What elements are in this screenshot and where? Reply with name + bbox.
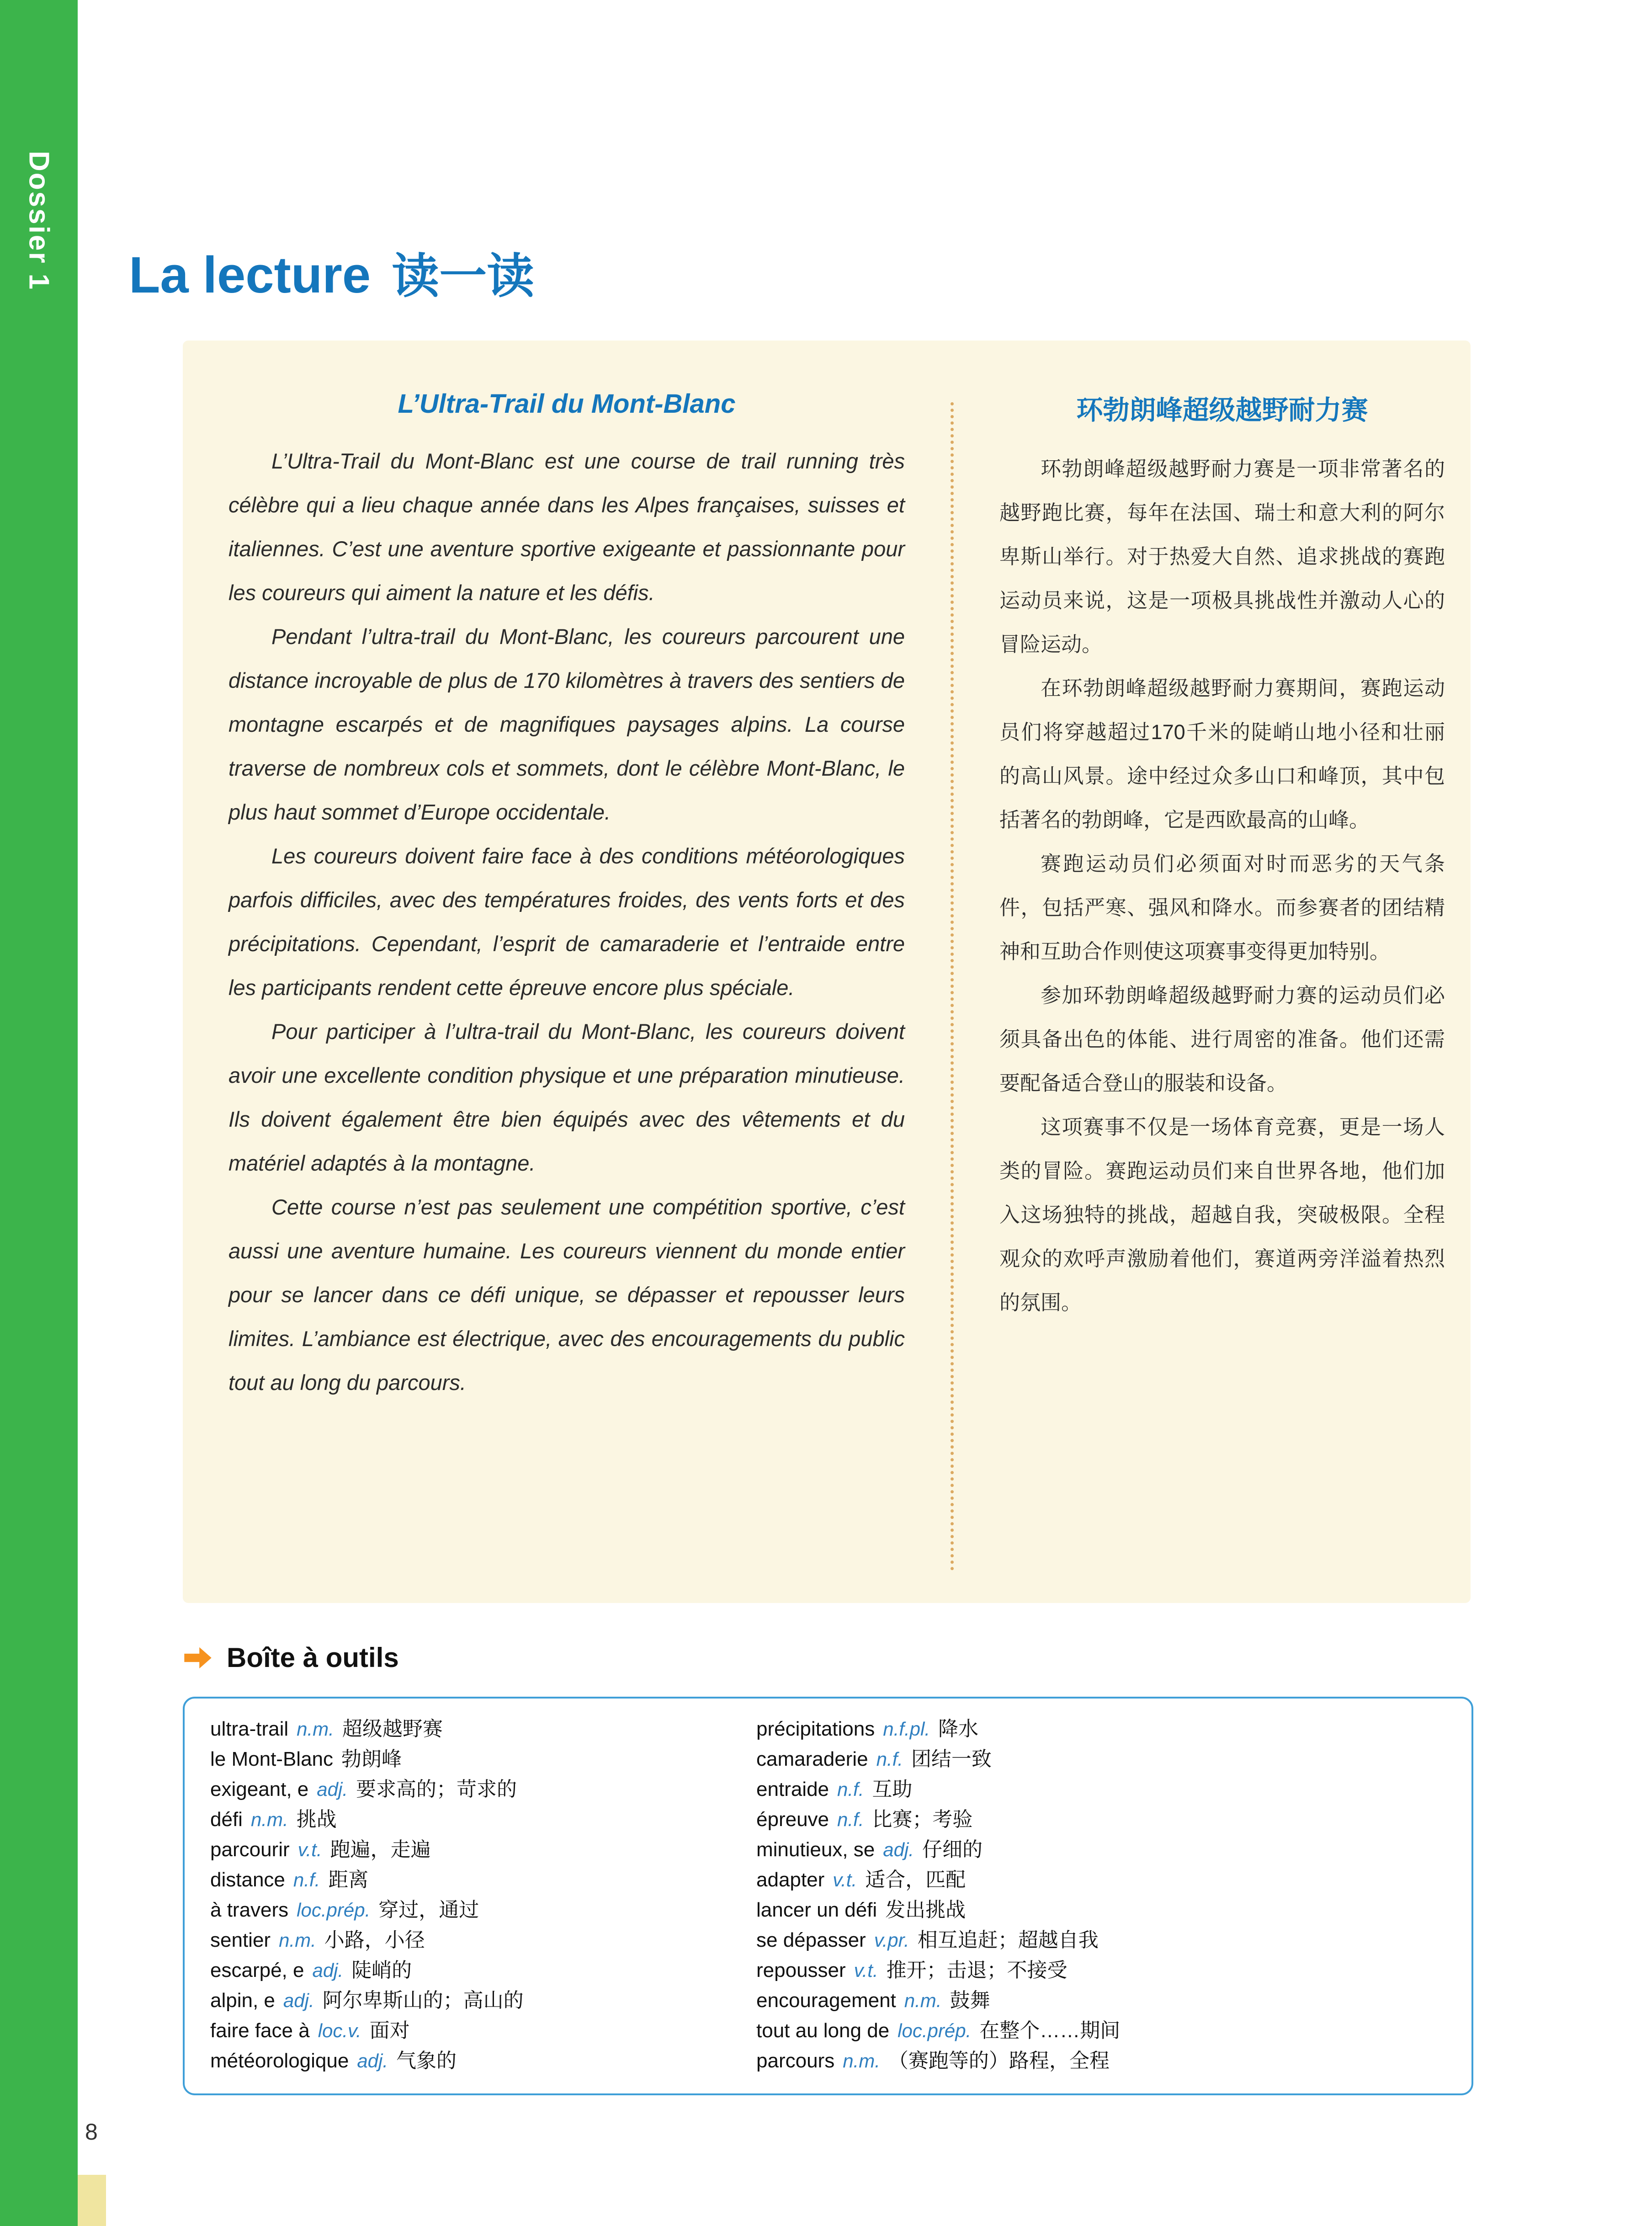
vocab-term: se dépasser <box>756 1929 866 1951</box>
vocab-entry <box>210 1774 756 1805</box>
chinese-column <box>999 389 1445 1603</box>
column-divider <box>951 402 954 1571</box>
vocab-term: encouragement <box>756 1989 896 2012</box>
vocab-term: entraide <box>756 1778 829 1800</box>
french-paragraph: Les coureurs doivent faire face à des conditions météorologiques parfois difficiles, avec des températures froides, des vents forts et des précipitations. Cependant, l’esprit de camaraderie et l’entraide entre les participants rendent cette épreuve encore plus spéciale. <box>228 844 905 1000</box>
vocab-definition: 仔细的 <box>922 1838 983 1861</box>
chinese-paragraph: 参加环勃朗峰超级越野耐力赛的运动员们必须具备出色的体能、进行周密的准备。他们还需要配备适合登山的服装和设备。 <box>999 984 1445 1095</box>
section-title-chinese: 读一读 <box>392 250 535 303</box>
vocab-entry <box>210 1805 756 1835</box>
vocab-entry <box>756 1986 1453 2016</box>
chinese-paragraph: 赛跑运动员们必须面对时而恶劣的天气条件，包括严寒、强风和降水。而参赛者的团结精神和互助合作则使这项赛事变得更加特别。 <box>999 852 1445 963</box>
vocab-pos: n.m. <box>297 1718 334 1740</box>
vocab-term: parcourir <box>210 1838 290 1861</box>
vocab-definition: 跑遍，走遍 <box>330 1838 431 1861</box>
vocab-term: le Mont-Blanc <box>210 1748 334 1770</box>
vocab-entry <box>756 1774 1453 1805</box>
vocab-pos: loc.prép. <box>297 1899 371 1921</box>
vocab-term: tout au long de <box>756 2019 890 2042</box>
vocab-entry <box>756 1744 1453 1774</box>
vocab-entry <box>210 1865 756 1895</box>
vocab-column-right <box>756 1714 1453 2078</box>
vocab-term: épreuve <box>756 1808 829 1831</box>
vocab-pos: adj. <box>883 1839 914 1860</box>
vocab-pos: n.f. <box>876 1748 903 1770</box>
arrow-right-icon <box>183 1646 213 1670</box>
vocab-pos: n.f.pl. <box>883 1718 930 1740</box>
vocab-definition: 比赛；考验 <box>872 1808 973 1831</box>
vocab-term: sentier <box>210 1929 271 1951</box>
vocab-definition: 互助 <box>872 1778 913 1800</box>
page-header <box>129 238 534 306</box>
vocab-term: défi <box>210 1808 243 1831</box>
vocab-definition: 超级越野赛 <box>342 1718 443 1740</box>
vocab-entry <box>210 2016 756 2046</box>
vocab-definition: 相互追赶；超越自我 <box>917 1929 1099 1951</box>
vocab-entry <box>210 1925 756 1955</box>
vocab-entry <box>756 1955 1453 1986</box>
vocab-definition: 陡峭的 <box>351 1959 412 1981</box>
chinese-paragraph: 在环勃朗峰超级越野耐力赛期间，赛跑运动员们将穿越超过170千米的陡峭山地小径和壮丽的高山风景。途中经过众多山口和峰顶，其中包括著名的勃朗峰，它是西欧最高的山峰。 <box>999 676 1445 831</box>
vocab-pos: loc.v. <box>318 2020 361 2041</box>
vocab-term: à travers <box>210 1899 289 1921</box>
vocab-entry <box>756 1865 1453 1895</box>
vocab-definition: 面对 <box>369 2019 410 2042</box>
french-reading-title: L’Ultra-Trail du Mont-Blanc <box>398 389 736 419</box>
french-paragraph: Pendant l’ultra-trail du Mont-Blanc, les coureurs parcourent une distance incroyable de plus de 170 kilomètres à travers des sentiers de montagne escarpés et de magnifiques paysages alpins. La course traverse de nombreux cols et sommets, dont le célèbre Mont-Blanc, le plus haut sommet d’Europe occidentale. <box>228 624 905 824</box>
vocab-term: parcours <box>756 2050 835 2072</box>
vocab-definition: 推开；击退；不接受 <box>886 1959 1068 1981</box>
vocab-entry <box>756 1805 1453 1835</box>
vocab-definition: 阿尔卑斯山的；高山的 <box>322 1989 524 2012</box>
vocab-pos: adj. <box>283 1990 314 2011</box>
vocab-term: précipitations <box>756 1718 875 1740</box>
vocab-definition: 在整个……期间 <box>979 2019 1121 2042</box>
vocab-term: météorologique <box>210 2050 349 2072</box>
vocab-term: adapter <box>756 1869 825 1891</box>
vocab-term: escarpé, e <box>210 1959 304 1981</box>
vocab-term: distance <box>210 1869 285 1891</box>
vocab-pos: n.m. <box>904 1990 942 2011</box>
vocab-entry <box>210 1835 756 1865</box>
vocabulary-box <box>183 1697 1473 2095</box>
vocab-definition: 适合，匹配 <box>865 1869 966 1891</box>
vocab-pos: n.f. <box>837 1779 864 1800</box>
vocab-definition: 勃朗峰 <box>341 1748 402 1770</box>
vocab-pos: adj. <box>312 1960 344 1981</box>
french-paragraph: Pour participer à l’ultra-trail du Mont-Blanc, les coureurs doivent avoir une excellente condition physique et une préparation minutieuse. Ils doivent également être bien équipés avec des vêtements et du matériel adaptés à la montagne. <box>228 1019 905 1175</box>
page-number: 8 <box>85 2119 98 2145</box>
vocab-pos: v.pr. <box>874 1929 909 1951</box>
vocab-pos: adj. <box>357 2050 388 2072</box>
vocab-entry <box>210 1744 756 1774</box>
vocab-term: ultra-trail <box>210 1718 289 1740</box>
vocab-pos: v.t. <box>833 1869 857 1891</box>
chinese-reading-title: 环勃朗峰超级越野耐力赛 <box>1076 395 1368 425</box>
vocab-term: exigeant, e <box>210 1778 309 1800</box>
vocab-definition: 距离 <box>328 1869 369 1891</box>
vocab-entry <box>210 1714 756 1744</box>
reading-box <box>183 341 1471 1603</box>
french-paragraphs <box>228 439 905 1405</box>
vocab-entry <box>210 2046 756 2076</box>
vocab-entry <box>210 1955 756 1986</box>
vocab-definition: （赛跑等的）路程，全程 <box>888 2050 1110 2072</box>
vocab-pos: n.f. <box>293 1869 320 1891</box>
chinese-paragraphs <box>999 447 1445 1325</box>
vocab-term: repousser <box>756 1959 846 1981</box>
french-paragraph: Cette course n’est pas seulement une compétition sportive, c’est aussi une aventure humaine. Les coureurs viennent du monde entier pour se lancer dans ce défi unique, se dépasser et repousser leurs limites. L’ambiance est électrique, avec des encouragements du public tout au long du parcours. <box>228 1195 905 1395</box>
vocab-entry <box>756 2046 1453 2076</box>
vocab-pos: n.m. <box>279 1929 316 1951</box>
vocab-column-left <box>210 1714 756 2078</box>
vocab-term: alpin, e <box>210 1989 275 2012</box>
vocab-pos: loc.prép. <box>898 2020 972 2041</box>
vocab-pos: v.t. <box>297 1839 322 1860</box>
vocab-entry <box>756 2016 1453 2046</box>
vocab-term: camaraderie <box>756 1748 868 1770</box>
vocab-term: minutieux, se <box>756 1838 875 1861</box>
vocab-pos: adj. <box>317 1779 348 1800</box>
french-column <box>228 389 905 1603</box>
dossier-side-band <box>0 0 78 2226</box>
vocab-pos: v.t. <box>854 1960 878 1981</box>
chinese-paragraph: 环勃朗峰超级越野耐力赛是一项非常著名的越野跑比赛，每年在法国、瑞士和意大利的阿尔卑斯山举行。对于热爱大自然、追求挑战的赛跑运动员来说，这是一项极具挑战性并激动人心的冒险运动。 <box>999 457 1445 656</box>
chinese-paragraph: 这项赛事不仅是一场体育竞赛，更是一场人类的冒险。赛跑运动员们来自世界各地，他们加入这场独特的挑战，超越自我，突破极限。全程观众的欢呼声激励着他们，赛道两旁洋溢着热烈的氛围。 <box>999 1115 1445 1314</box>
vocab-definition: 要求高的；苛求的 <box>356 1778 517 1800</box>
vocab-definition: 气象的 <box>396 2050 457 2072</box>
vocab-definition: 穿过，通过 <box>378 1899 479 1921</box>
french-paragraph: L’Ultra-Trail du Mont-Blanc est une course de trail running très célèbre qui a lieu chaque année dans les Alpes françaises, suisses et italiennes. C’est une aventure sportive exigeante et passionnante pour les coureurs qui aiment la nature et les défis. <box>228 449 905 605</box>
vocab-entry <box>210 1986 756 2016</box>
toolbox-header <box>183 1642 399 1673</box>
vocab-term: faire face à <box>210 2019 310 2042</box>
vocab-entry <box>756 1714 1453 1744</box>
vocab-definition: 小路，小径 <box>324 1929 425 1951</box>
corner-accent-strip <box>78 2175 106 2226</box>
vocab-term: lancer un défi <box>756 1899 877 1921</box>
vocab-entry <box>756 1925 1453 1955</box>
dossier-label: Dossier 1 <box>23 151 55 291</box>
vocab-definition: 降水 <box>938 1718 978 1740</box>
vocab-entry <box>756 1895 1453 1925</box>
vocab-definition: 鼓舞 <box>950 1989 990 2012</box>
section-title-french: La lecture <box>129 246 371 304</box>
vocab-definition: 发出挑战 <box>885 1899 966 1921</box>
vocab-pos: n.f. <box>837 1809 864 1830</box>
vocab-definition: 团结一致 <box>911 1748 992 1770</box>
vocab-pos: n.m. <box>843 2050 880 2072</box>
vocab-entry <box>210 1895 756 1925</box>
vocab-entry <box>756 1835 1453 1865</box>
vocab-pos: n.m. <box>250 1809 288 1830</box>
vocab-definition: 挑战 <box>296 1808 337 1831</box>
toolbox-title: Boîte à outils <box>227 1642 399 1673</box>
